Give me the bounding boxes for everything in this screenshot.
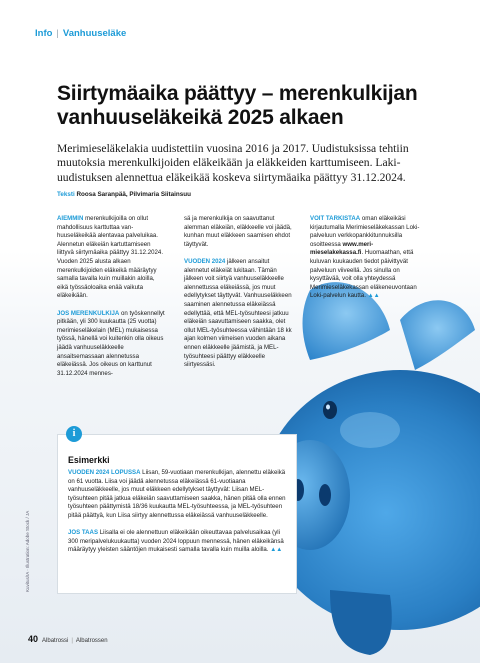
paragraph xyxy=(310,215,420,301)
photo-credit: Kuvitus/IA · Illustration: Adobe Stock / JA xyxy=(25,510,30,592)
publication-name: Albatrossi xyxy=(42,638,69,644)
paragraph-lede: JOS MERENKULKIJA xyxy=(57,309,120,317)
example-text xyxy=(68,469,290,564)
paragraph xyxy=(68,529,290,555)
paragraph-lede: VUODEN 2024 xyxy=(184,257,226,265)
footer-separator: | xyxy=(71,638,73,644)
paragraph-text: jälkeen ansaitut alennetut eläkeiät lukitaan. Tämän jälkeen voit siirtyä vanhuuseläkkeelle alennettussa eläkeiässä, jos muut edellytykset täyttyvät. Vanhuuseläkkeen saaminen alennetussa eläkeiässä edellyttää, että MEL-työsuhteesi jatkuu eläkeiän saavuttamiseen saakka, olet ollut MEL-työsuhteessa vähintään 18 kk ajan kolmen viimeisen vuoden aikana ennen eläkkeelle jäämistä, ja MEL-työsuhteesi päättyy eläkkeelle siirtyessäsi. xyxy=(184,257,292,369)
end-mark-icon: ▲▲ xyxy=(367,292,380,300)
paragraph-text: Liisalla ei ole alennettuun eläkeikään oikeuttavaa palvelusaikaa (yli 300 meripalvelukuukautta) vuoden 2024 loppuun mennessä, hänen eläkeikänsä määräytyy yleisten sääntöjen mukaisesti samalla tavalla kuin muilla aloilla. xyxy=(68,529,284,554)
column-1 xyxy=(57,215,167,387)
section-name: Info xyxy=(35,28,53,39)
subsection-name: Vanhuuseläke xyxy=(62,28,127,39)
paragraph: sä ja merenkulkija on saavuttanut alemman eläkeiän, eläkkeelle voi jäädä, kunhan muut eläkkeen saamisen ehdot täyttyvät. xyxy=(184,215,292,248)
paragraph-lede: VUODEN 2024 LOPUSSA xyxy=(68,469,141,476)
paragraph-text: . Huomaathan, että kuluvan kuukauden tiedot päivittyvät palveluun viiveellä. Jos sinulla on kysyttävää, voit olla yhteydessä Merimieseläkekassan eläkeneuvontaan Loki-palvelun kautta. xyxy=(310,249,417,300)
byline-label: Teksti xyxy=(57,191,75,198)
column-2 xyxy=(184,215,294,378)
paragraph xyxy=(57,310,167,379)
paragraph-lede: VOIT TARKISTAA xyxy=(310,215,361,222)
paragraph xyxy=(184,258,294,370)
paragraph xyxy=(68,469,290,521)
article-headline: Siirtymäaika päättyy – merenkulkijan vanhuuseläkeikä 2025 alkaen xyxy=(57,82,418,129)
column-3 xyxy=(310,215,420,310)
paragraph-lede: AIEMMIN xyxy=(57,215,84,222)
info-icon: i xyxy=(66,426,82,442)
article-lead: Merimieseläkelakia uudistettiin vuosina 2016 ja 2017. Uudistuksissa tehtiin muutoksia merenkulkijoiden eläkeikään ja eläkkeiden karttumiseen. Lakiuudistuksen alennettua eläkeikää koskeva siirtymäaika päättyy 31.12.2024. xyxy=(57,142,409,184)
publication-name-sv: Albatrossen xyxy=(75,638,108,644)
page-number: 40 xyxy=(28,634,39,644)
website-link[interactable]: www.merimieselakekassa.fi xyxy=(310,240,374,257)
paragraph-text: oman eläkeikäsi kirjautumalla Merimieseläkekassan Loki-palveluun verkkopankkitunnuksilla osoitteessa xyxy=(310,215,420,248)
paragraph-text: Liisan, 59-vuotiaan merenkulkijan, alennettu eläkeikä on 61 vuotta. Liisa voi jäädä alennetussa eläkeiässä 61-vuotiaana vanhuuseläkkeelle, jos muut eläkkeen edellytykset täyttyvät: Liisan MEL-työsuhteen pitää jatkua eläkeiän saavuttamiseen saakka, hänen pitää olla ennen työsuhteen päättymistä 18/36 kuukautta MEL-työsuhteessa, ja MEL-työsuhteen pitää päättyä, kun Liisa siirtyy alennettussa eläkeiässä vanhuuseläkkeelle. xyxy=(68,469,286,519)
section-label xyxy=(35,28,126,39)
paragraph xyxy=(57,215,167,301)
byline xyxy=(57,191,191,198)
end-mark-icon: ▲▲ xyxy=(270,546,283,554)
paragraph-text: on työskennellyt pitkään, yli 300 kuukautta (25 vuotta) merimieseläkelain (MEL) mukaisessa työssä, hänellä voi kuitenkin olla oikeus jäädä vanhuuseläkkeelle ansaitsemassaan alennetussa eläkeiässä. Jos oikeus on karttunut 31.12.2024 mennes- xyxy=(57,309,165,377)
paragraph-text: merenkulkijoilla on ollut mahdollisuus karttuttaa vanhuuseläkeikää alentavaa palveluikaa. Alennetun eläkeiän kartuttamiseen liittyvä siirtymäaika päättyy 31.12.2024. Vuoden 2025 alusta alkaen merenkulkijoiden eläkeikä määräytyy samalla tavalla kuin muillakin aloilla, eikä työssäoloaika enää vaikuta eläkeikään. xyxy=(57,215,164,300)
paragraph-lede: JOS TAAS xyxy=(68,529,99,537)
page-footer xyxy=(28,634,108,644)
byline-names: Roosa Saranpää, Pilvimaria Siitainsuu xyxy=(76,191,191,198)
section-separator: | xyxy=(56,28,59,39)
example-title: Esimerkki xyxy=(68,455,110,465)
